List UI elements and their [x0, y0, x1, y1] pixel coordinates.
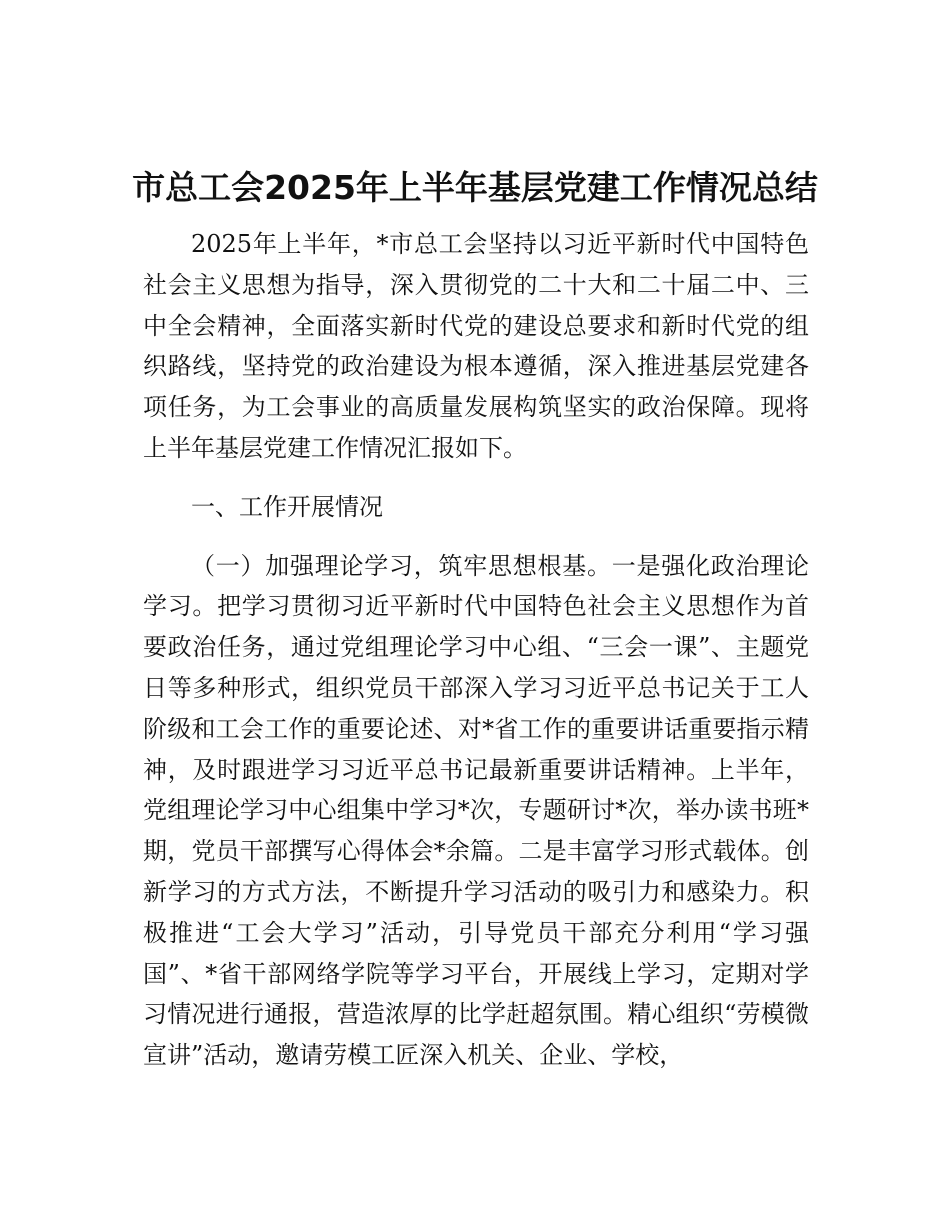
paragraph-spacer [143, 528, 809, 546]
section-heading: 一、工作开展情况 [191, 492, 383, 521]
paragraph-spacer [143, 469, 809, 487]
document-title: 市总工会2025年上半年基层党建工作情况总结 [132, 168, 818, 207]
subsection-paragraph: （一）加强理论学习，筑牢思想根基。一是强化政治理论学习。把学习贯彻习近平新时代中国特色社会主义思想作为首要政治任务，通过党组理论学习中心组、“三会一课”、主题党日等多种形式，组织党员干部深入学习习近平总书记关于工人阶级和工会工作的重要论述、对*省工作的重要讲话重要指示精神，及时跟进学习习近平总书记最新重要讲话精神。上半年，党组理论学习中心组集中学习*次，专题研讨*次，举办读书班*期，党员干部撰写心得体会*余篇。二是丰富学习形式载体。创新学习的方式方法，不断提升学习活动的吸引力和感染力。积极推进“工会大学习”活动，引导党员干部充分利用“学习强国”、*省干部网络学院等学习平台，开展线上学习，定期对学习情况进行通报，营造浓厚的比学赶超氛围。精心组织“劳模微宣讲”活动，邀请劳模工匠深入机关、企业、学校， [143, 551, 809, 1070]
document-body [143, 224, 809, 1076]
intro-paragraph: 2025年上半年，*市总工会坚持以习近平新时代中国特色社会主义思想为指导，深入贯彻党的二十大和二十届二中、三中全会精神，全面落实新时代党的建设总要求和新时代党的组织路线，坚持党的政治建设为根本遵循，深入推进基层党建各项任务，为工会事业的高质量发展构筑坚实的政治保障。现将上半年基层党建工作情况汇报如下。 [143, 230, 809, 462]
